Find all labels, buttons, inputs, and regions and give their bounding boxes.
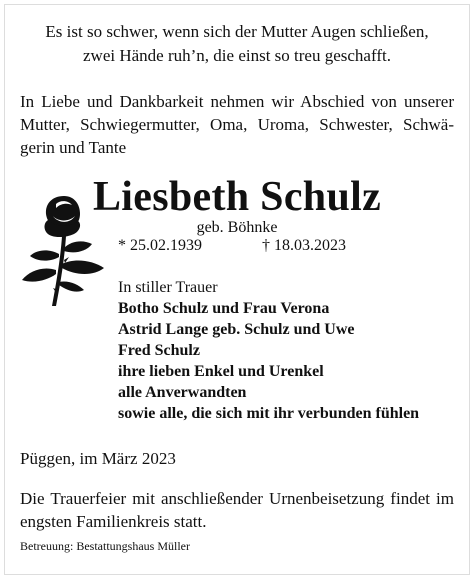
mourner-line: sowie alle, die sich mit ihr verbunden fühlen [118, 405, 420, 422]
mourner-line: Botho Schulz und Frau Verona [118, 300, 330, 317]
maiden-name: geb. Böhnke [196, 219, 278, 236]
death-date: † 18.03.2023 [262, 237, 346, 254]
mourner-line: alle Anverwandten [118, 384, 247, 401]
mourner-line: Fred Schulz [118, 342, 200, 359]
mourner-line: Astrid Lange geb. Schulz und Uwe [118, 321, 355, 338]
verse-line-2: zwei Hände ruh’n, die einst so treu geschafft. [83, 46, 391, 65]
care-provider: Betreuung: Bestattungshaus Müller [20, 539, 190, 553]
birth-date: * 25.02.1939 [118, 237, 202, 254]
intro-text: In Liebe und Dankbarkeit nehmen wir Abschied von unserer Mutter, Schwiegermutter, Oma, Uroma, Schwester, Schwä-gerin und Tante [20, 92, 454, 157]
place-date: Püggen, im März 2023 [20, 449, 176, 468]
funeral-note: Die Trauerfeier mit anschließender Urnenbeisetzung findet im engsten Familienkreis statt. [20, 489, 454, 531]
mourning-heading: In stiller Trauer [118, 279, 218, 296]
mourner-line: ihre lieben Enkel und Urenkel [118, 363, 324, 380]
deceased-name: Liesbeth Schulz [92, 174, 382, 220]
verse-line-1: Es ist so schwer, wenn sich der Mutter Augen schließen, [45, 22, 429, 41]
rose-icon [12, 190, 112, 308]
